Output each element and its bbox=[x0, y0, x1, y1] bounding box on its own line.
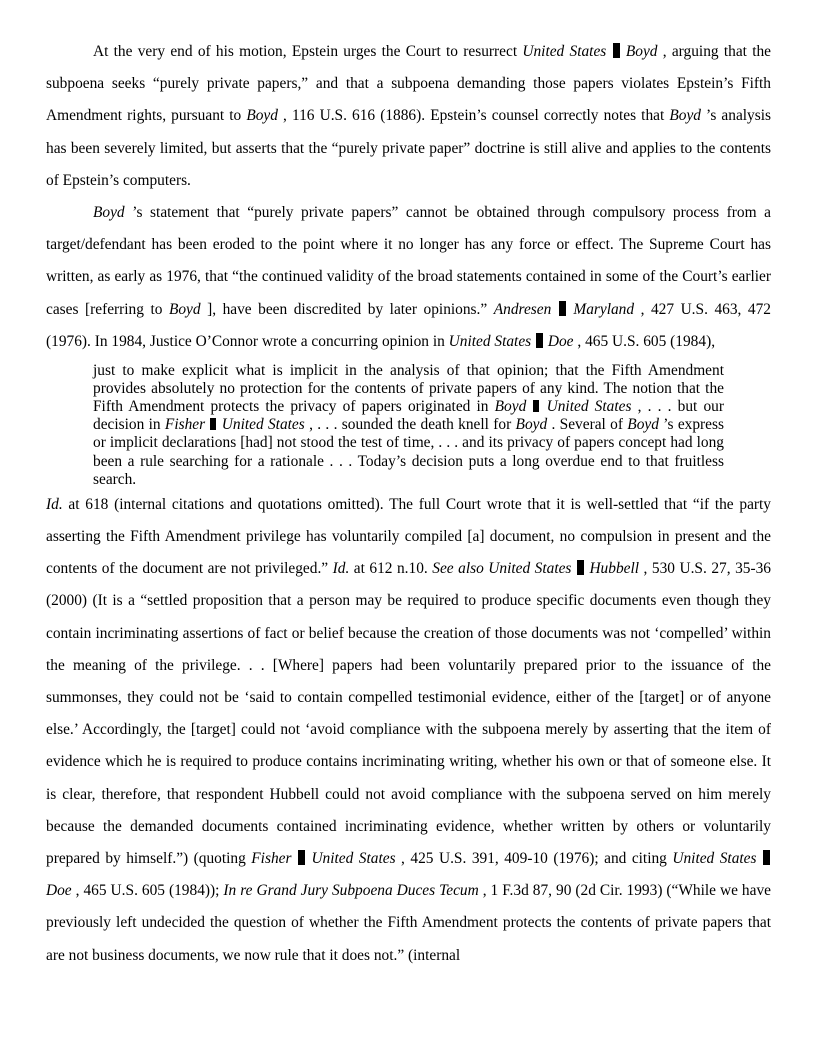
paragraph-boyd-eroded: Boyd ’s statement that “purely private papers” cannot be obtained through compulsory process from a target/defendant has been eroded to the point where it no longer has any force or effect. The Supreme Court has written, as early as 1976, that “the continued validity of the broad statements contained in some of the Court’s earlier cases [referring to Boyd ], have been discredited by later opinions.” Andresen Maryland , 427 U.S. 463, 472 (1976). In 1984, Justice O’Connor wrote a concurring opinion in United States Doe , 465 U.S. 605 (1984), bbox=[46, 204, 771, 350]
case-citation: Andresen bbox=[493, 300, 552, 318]
case-citation: Boyd bbox=[669, 107, 701, 125]
redaction-mark bbox=[298, 850, 305, 865]
case-citation: Boyd bbox=[494, 398, 527, 416]
case-citation: Boyd bbox=[625, 43, 658, 60]
redaction-mark bbox=[536, 333, 543, 348]
case-citation: Id. bbox=[46, 495, 63, 513]
case-citation: Doe bbox=[46, 882, 72, 900]
case-citation: Boyd bbox=[627, 416, 659, 434]
redaction-mark bbox=[533, 400, 539, 412]
paragraph-boyd-motion: At the very end of his motion, Epstein urges the Court to resurrect United States Boyd , arguing that the subpoena seeks “purely private papers,” and that a subpoena demanding those papers violates Epstein’s Fifth Amendment rights, pursuant to Boyd , 116 U.S. 616 (1886). Epstein’s counsel correctly notes that Boyd ’s analysis has been severely limited, but asserts that the “purely private paper” doctrine is still alive and applies to the contents of Epstein’s computers. bbox=[46, 43, 772, 189]
case-citation: Maryland bbox=[573, 300, 635, 318]
case-citation: Boyd bbox=[168, 300, 201, 318]
case-citation: Fisher bbox=[164, 416, 206, 434]
redaction-mark bbox=[763, 850, 770, 865]
case-citation: In re Grand Jury Subpoena Duces Tecum bbox=[223, 882, 479, 900]
redaction-mark bbox=[613, 43, 620, 58]
redaction-mark bbox=[210, 418, 216, 430]
case-citation: Id. bbox=[332, 560, 350, 578]
case-citation: Doe bbox=[547, 332, 574, 350]
case-citation: United States bbox=[448, 332, 532, 350]
case-citation: See also United States bbox=[432, 560, 572, 578]
case-citation: United States bbox=[672, 849, 757, 867]
case-citation: Boyd bbox=[515, 416, 548, 434]
case-citation: United States bbox=[311, 849, 396, 867]
case-citation: Hubbell bbox=[589, 560, 640, 578]
redaction-mark bbox=[559, 301, 566, 316]
case-citation: United States bbox=[522, 43, 607, 60]
document-page bbox=[46, 36, 771, 972]
case-citation: United States bbox=[221, 416, 305, 434]
redaction-mark bbox=[577, 560, 584, 575]
case-citation: Fisher bbox=[251, 849, 292, 867]
case-citation: Boyd bbox=[93, 204, 125, 222]
case-citation: United States bbox=[546, 398, 632, 416]
block-quote: just to make explicit what is implicit in the analysis of that opinion; that the Fifth Amendment provides absolutely no protection for the contents of private papers of any kind. The notion that the Fifth Amendment protects the privacy of papers originated in Boyd United States , . . . but our decision in Fisher United States , . . . sounded the death knell for Boyd . Several of Boyd ’s express or implicit declarations [had] not stood the test of time, . . . and its privacy of papers concept had long been a rule searching for a rationale . . . Today’s decision puts a long overdue end to that fruitless search. bbox=[93, 362, 724, 488]
case-citation: Boyd bbox=[246, 107, 278, 125]
paragraph-id-618: Id. at 618 (internal citations and quotations omitted). The full Court wrote that it is well-settled that “if the party asserting the Fifth Amendment privilege has voluntarily compiled [a] document, no compulsion in present and the contents of the document are not privileged.” Id. at 612 n.10. See also United States Hubbell , 530 U.S. 27, 35-36 (2000) (It is a “settled proposition that a person may be required to produce specific documents even though they contain incriminating assertions of fact or belief because the creation of those documents was not ‘compelled’ within the meaning of the privilege. . . [Where] papers had been voluntarily prepared prior to the issuance of the summonses, they could not be ‘said to contain compelled testimonial evidence, either of the [target] or of anyone else.’ Accordingly, the [target] could not ‘avoid compliance with the subpoena merely by asserting that the item of evidence which he is required to produce contains incriminating writing, whether his own or that of someone else. It is clear, therefore, that respondent Hubbell could not avoid compliance with the subpoena served on him merely because the demanded documents contained incriminating evidence, whether written by others or voluntarily prepared by himself.”) (quoting Fisher United States , 425 U.S. 391, 409-10 (1976); and citing United States Doe , 465 U.S. 605 (1984)); In re Grand Jury Subpoena Duces Tecum , 1 F.3d 87, 90 (2d Cir. 1993) (“While we have previously left undecided the question of whether the Fifth Amendment protects the contents of private papers that are not business documents, we now rule that it does not.” (internal bbox=[46, 495, 771, 964]
